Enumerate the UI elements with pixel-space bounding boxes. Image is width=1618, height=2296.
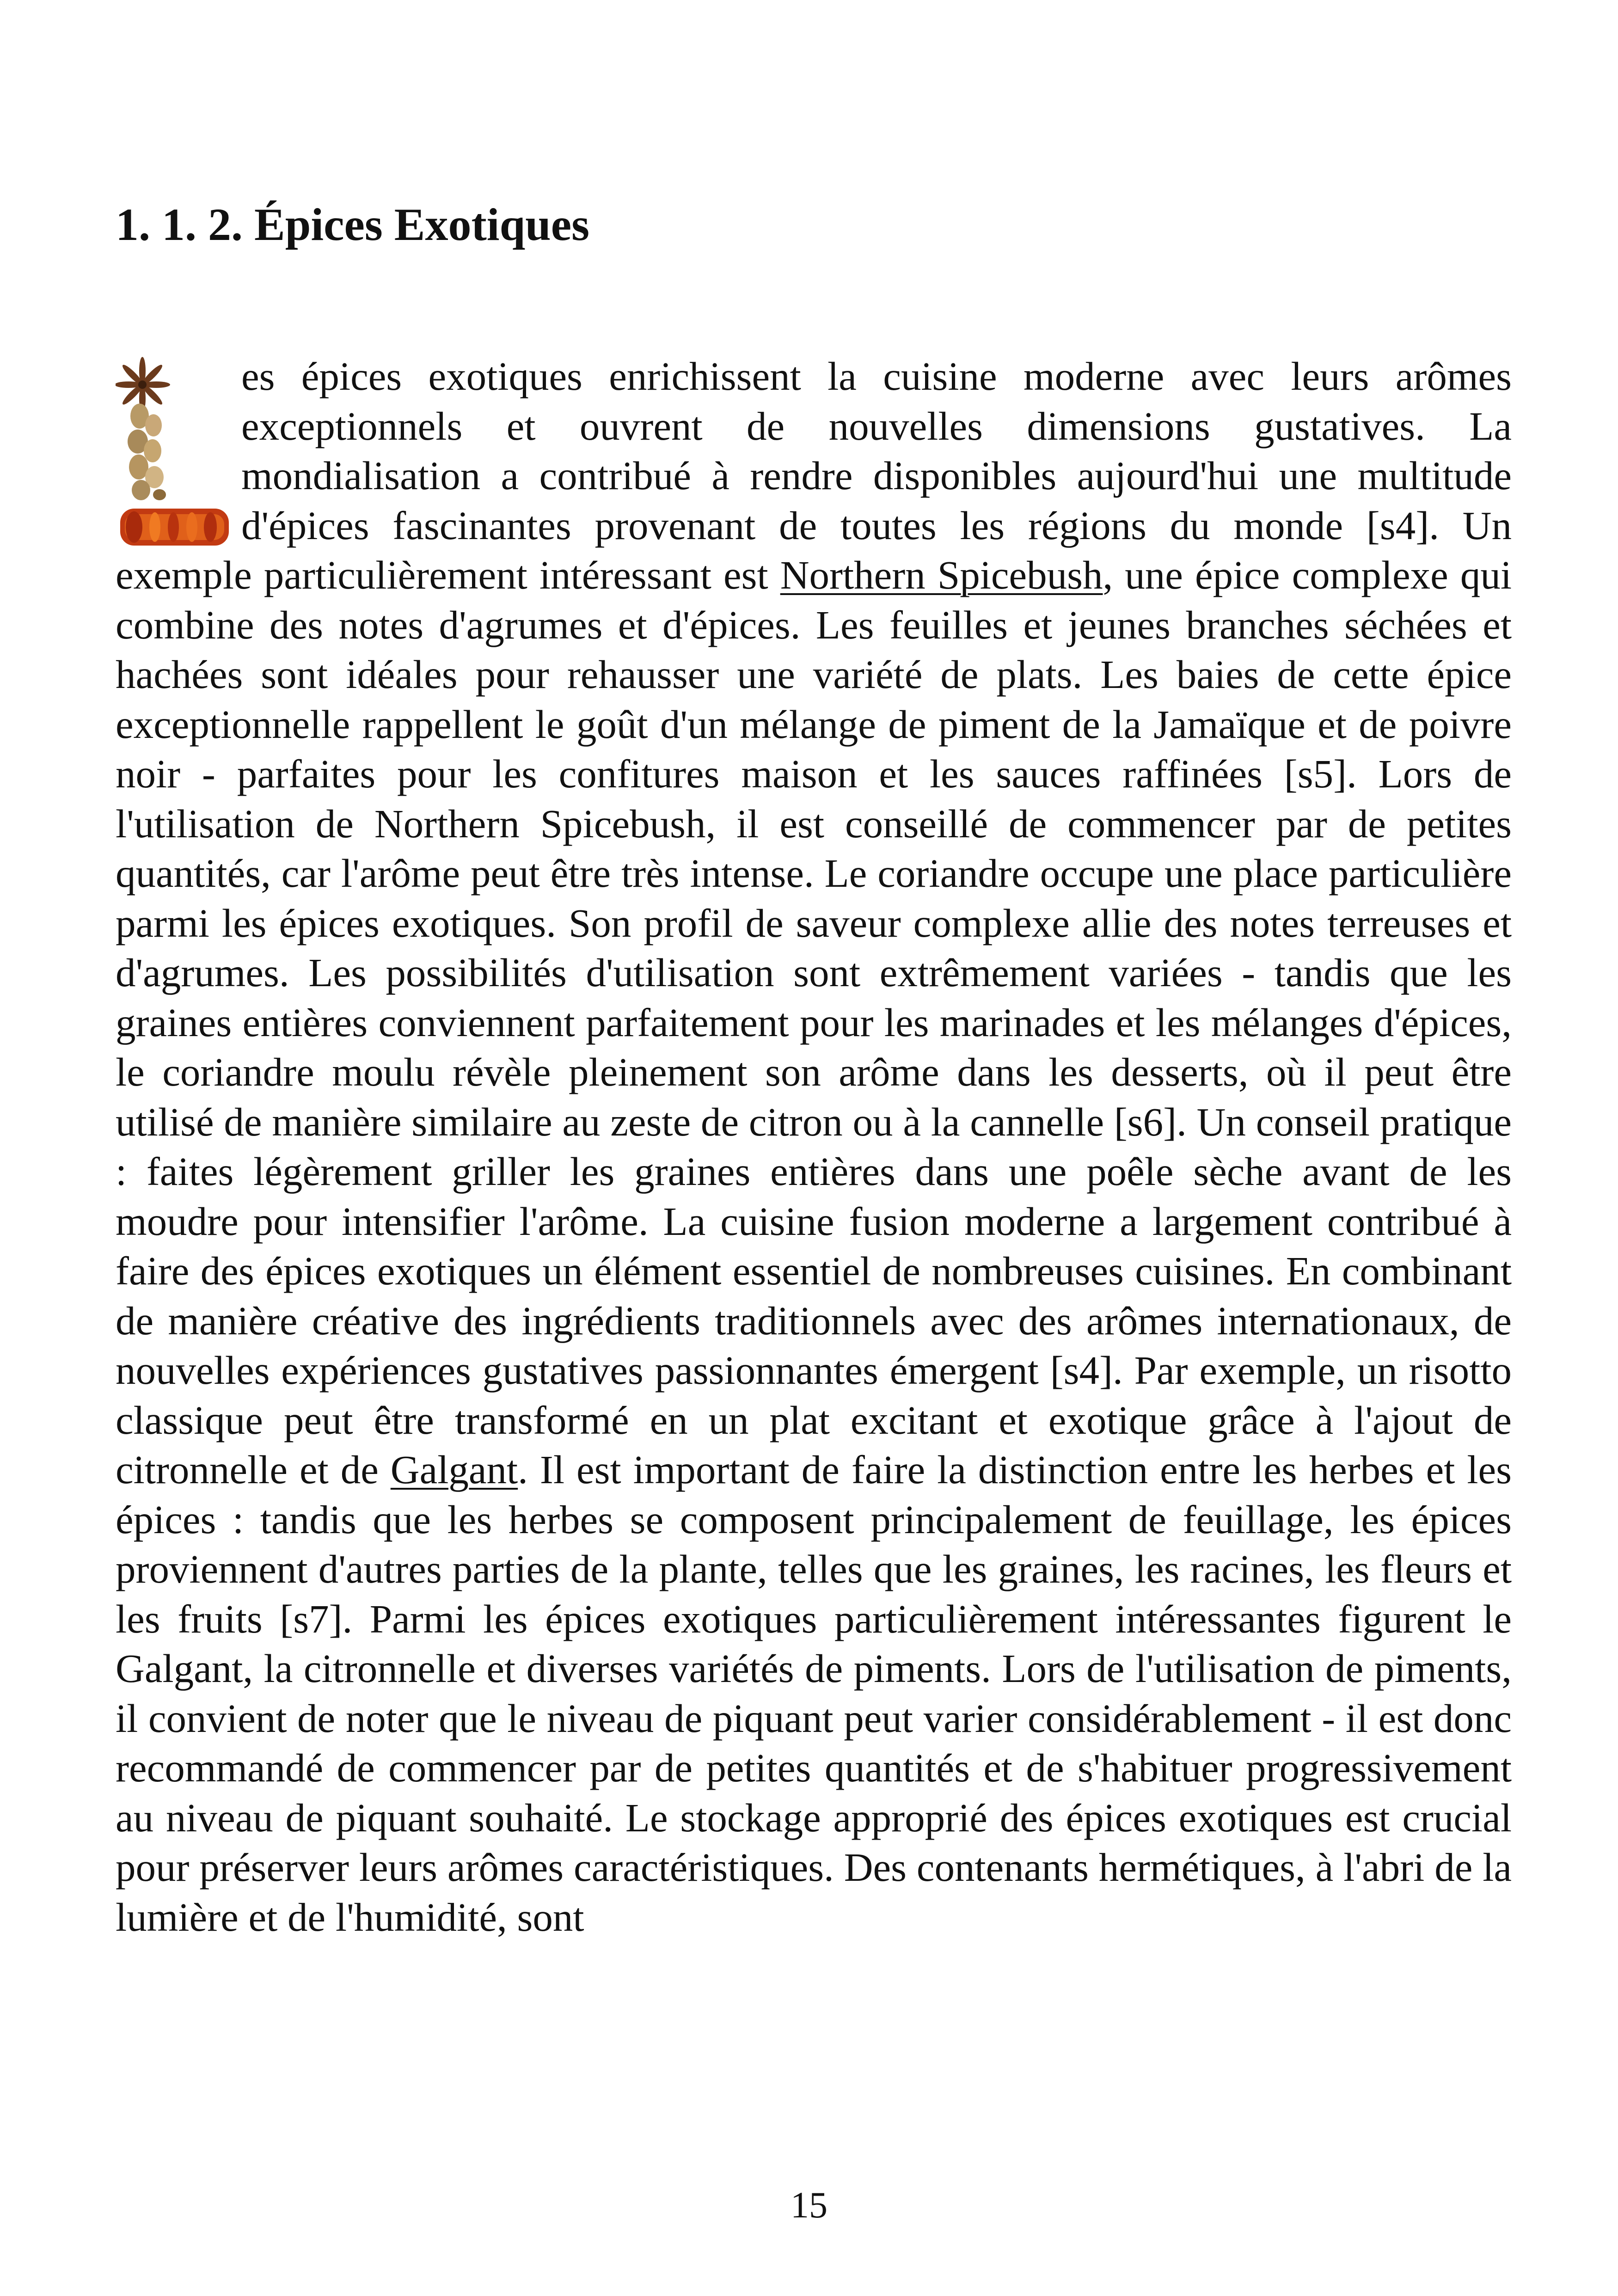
paragraph-text-1: es épices exotiques enrichissent la cuisine moderne avec leurs arômes exceptionnels et ouvrent de nouvelles dimensions gustatives. La mondialisation a contribué à rendre disponibles aujourd'hui une multitude d'épices fascinantes provenant de toutes les régions du monde [s4]. Un exemple particulièrement intéressant est — [116, 354, 1512, 597]
paragraph-text-2: , une épice complexe qui combine des notes d'agrumes et d'épices. Les feuilles et jeunes branches séchées et hachées sont idéales pour rehausser une variété de plats. Les baies de cette épice exceptionnelle rappellent le goût d'un mélange de piment de la Jamaïque et de poivre noir - parfaites pour les confitures maison et les sauces raffinées [s5]. Lors de l'utilisation de Northern Spicebush, il est conseillé de commencer par de petites quantités, car l'arôme peut être très intense. Le coriandre occupe une place particulière parmi les épices exotiques. Son profil de saveur complexe allie des notes terreuses et d'agrumes. Les possibilités d'utilisation sont extrêmement variées - tandis que les graines entières conviennent parfaitement pour les marinades et les mélanges d'épices, le coriandre moulu révèle pleinement son arôme dans les desserts, où il peut être utilisé de manière similaire au zeste de citron ou à la cannelle [s6]. Un conseil pratique : faites légèrement griller les graines entières dans une poêle sèche avant de les moudre pour intensifier l'arôme. La cuisine fusion moderne a largement contribué à faire des épices exotiques un élément essentiel de nombreuses cuisines. En combinant de manière créative des ingrédients traditionnels avec des arômes internationaux, de nouvelles expériences gustatives passionnantes émergent [s4]. Par exemple, un risotto classique peut être transformé en un plat excitant et exotique grâce à l'ajout de citronnelle et de — [116, 553, 1512, 1492]
page-number: 15 — [791, 2185, 827, 2226]
section-heading: 1. 1. 2. Épices Exotiques — [116, 199, 590, 250]
dropcap-spacer — [116, 351, 241, 546]
paragraph-text-3: . Il est important de faire la distinction entre les herbes et les épices : tandis que les herbes se composent principalement de feuillage, les épices proviennent d'autres parties de la plante, telles que les graines, les racines, les fleurs et les fruits [s7]. Parmi les épices exotiques particulièrement intéressantes figurent le Galgant, la citronnelle et diverses variétés de piments. Lors de l'utilisation de piments, il convient de noter que le niveau de piquant peut varier considérablement - il est donc recommandé de commencer par de petites quantités et de s'habituer progressivement au niveau de piquant souhaité. Le stockage approprié des épices exotiques est crucial pour préserver leurs arômes caractéristiques. Des contenants hermétiques, à l'abri de la lumière et de l'humidité, sont — [116, 1447, 1512, 1940]
northern-spicebush-link[interactable]: Northern Spicebush — [780, 553, 1103, 597]
galgant-link[interactable]: Galgant — [390, 1447, 518, 1492]
body-paragraph — [116, 351, 1512, 1942]
